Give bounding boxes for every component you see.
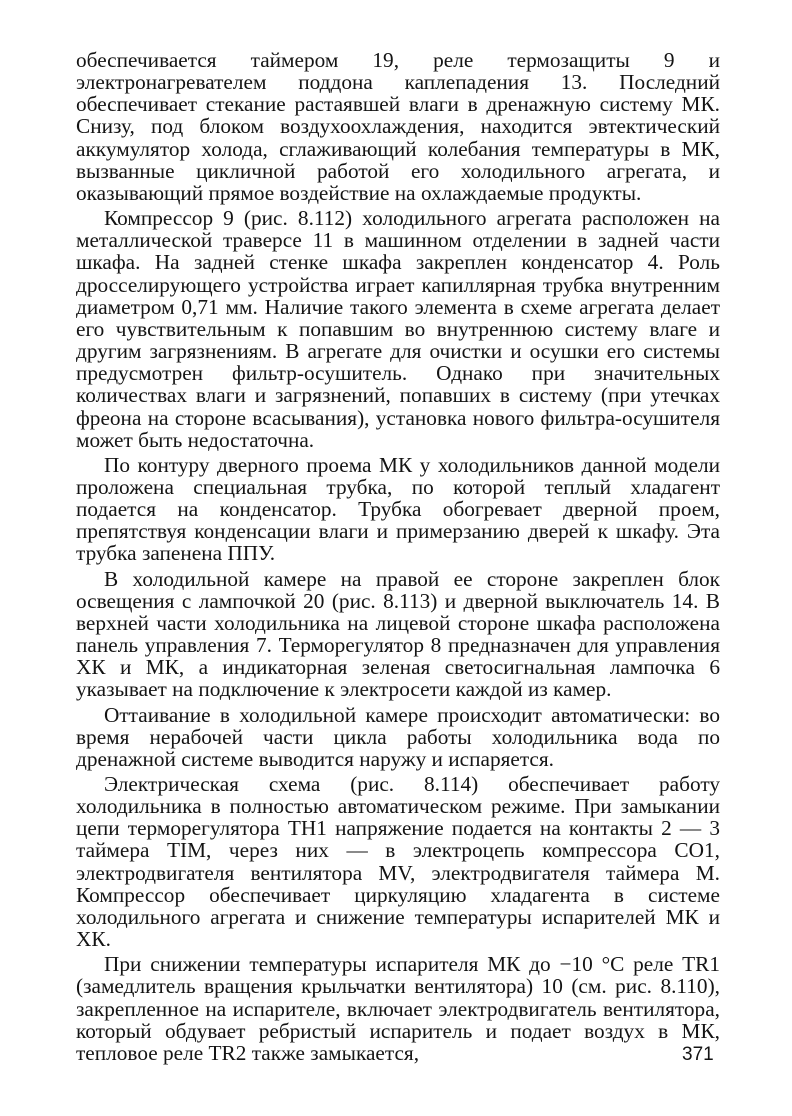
paragraph-compressor: Компрессор 9 (рис. 8.112) холодильного агрегата расположен на металлической траверсе 11 в машинном отделении в задней части шкафа. На задней стенке шкафа закреплен конденсатор 4. Роль дросселирующего устройства играет капиллярная трубка внутренним диаметром 0,71 мм. Наличие такого элемента в схеме агрегата делает его чувствительным к попавшим во внутреннюю систему влаге и другим загрязнениям. В агрегате для очистки и осушки его системы предусмотрен фильтр-осушитель. Однако при значительных количествах влаги и загрязнений, попавших в систему (при утечках фреона на стороне всасывания), установка нового фильтра-осушителя может быть недостаточна.: [76, 206, 720, 452]
paragraph-lighting: В холодильной камере на правой ее стороне закреплен блок освещения с лампочкой 20 (рис. 8.113) и дверной выключатель 14. В верхней части холодильника на лицевой стороне шкафа расположена панель управления 7. Терморегулятор 8 предназначен для управления ХК и МК, а индикаторная зеленая светосигнальная лампочка 6 указывает на подключение к электросети каждой из камер.: [76, 566, 720, 702]
paragraph-door-tube: По контуру дверного проема МК у холодильников данной модели проложена специальная трубка, по которой теплый хладагент подается на конденсатор. Трубка обогревает дверной проем, препятствуя конденсации влаги и примерзанию дверей к шкафу. Эта трубка запенена ППУ.: [76, 452, 720, 566]
paragraph-electric-scheme: Электрическая схема (рис. 8.114) обеспечивает работу холодильника в полностью автоматическом режиме. При замыкании цепи терморегулятора TH1 напряжение подается на контакты 2 — 3 таймера TIM, через них — в электроцепь компрессора CO1, электродвигателя вентилятора MV, электродвигателя таймера M. Компрессор обеспечивает циркуляцию хладагента в системе холодильного агрегата и снижение температуры испарителей МК и ХК.: [76, 772, 720, 952]
body-text: [76, 49, 720, 1067]
paragraph-defrost: Оттаивание в холодильной камере происходит автоматически: во время нерабочей части цикла работы холодильника вода по дренажной системе выводится наружу и испаряется.: [76, 702, 720, 771]
paragraph-continuation: обеспечивается таймером 19, реле термозащиты 9 и электронагревателем поддона каплепадения 13. Последний обеспечивает стекание растаявшей влаги в дренажную систему МК. Снизу, под блоком воздухоохлаждения, находится эвтектический аккумулятор холода, сглаживающий колебания температуры в МК, вызванные цикличной работой его холодильного агрегата, и оказывающий прямое воздействие на охлаждаемые продукты.: [76, 48, 720, 205]
paragraph-evaporator: При снижении температуры испарителя МК до −10 °С реле TR1 (замедлитель вращения крыльчатки вентилятора) 10 (см. рис. 8.110), закрепленное на испарителе, включает электродвигатель вентилятора, который обдувает ребристый испаритель и подает воздух в МК, тепловое реле TR2 также замыкается,: [76, 952, 720, 1065]
page-number: 371: [682, 1044, 714, 1065]
